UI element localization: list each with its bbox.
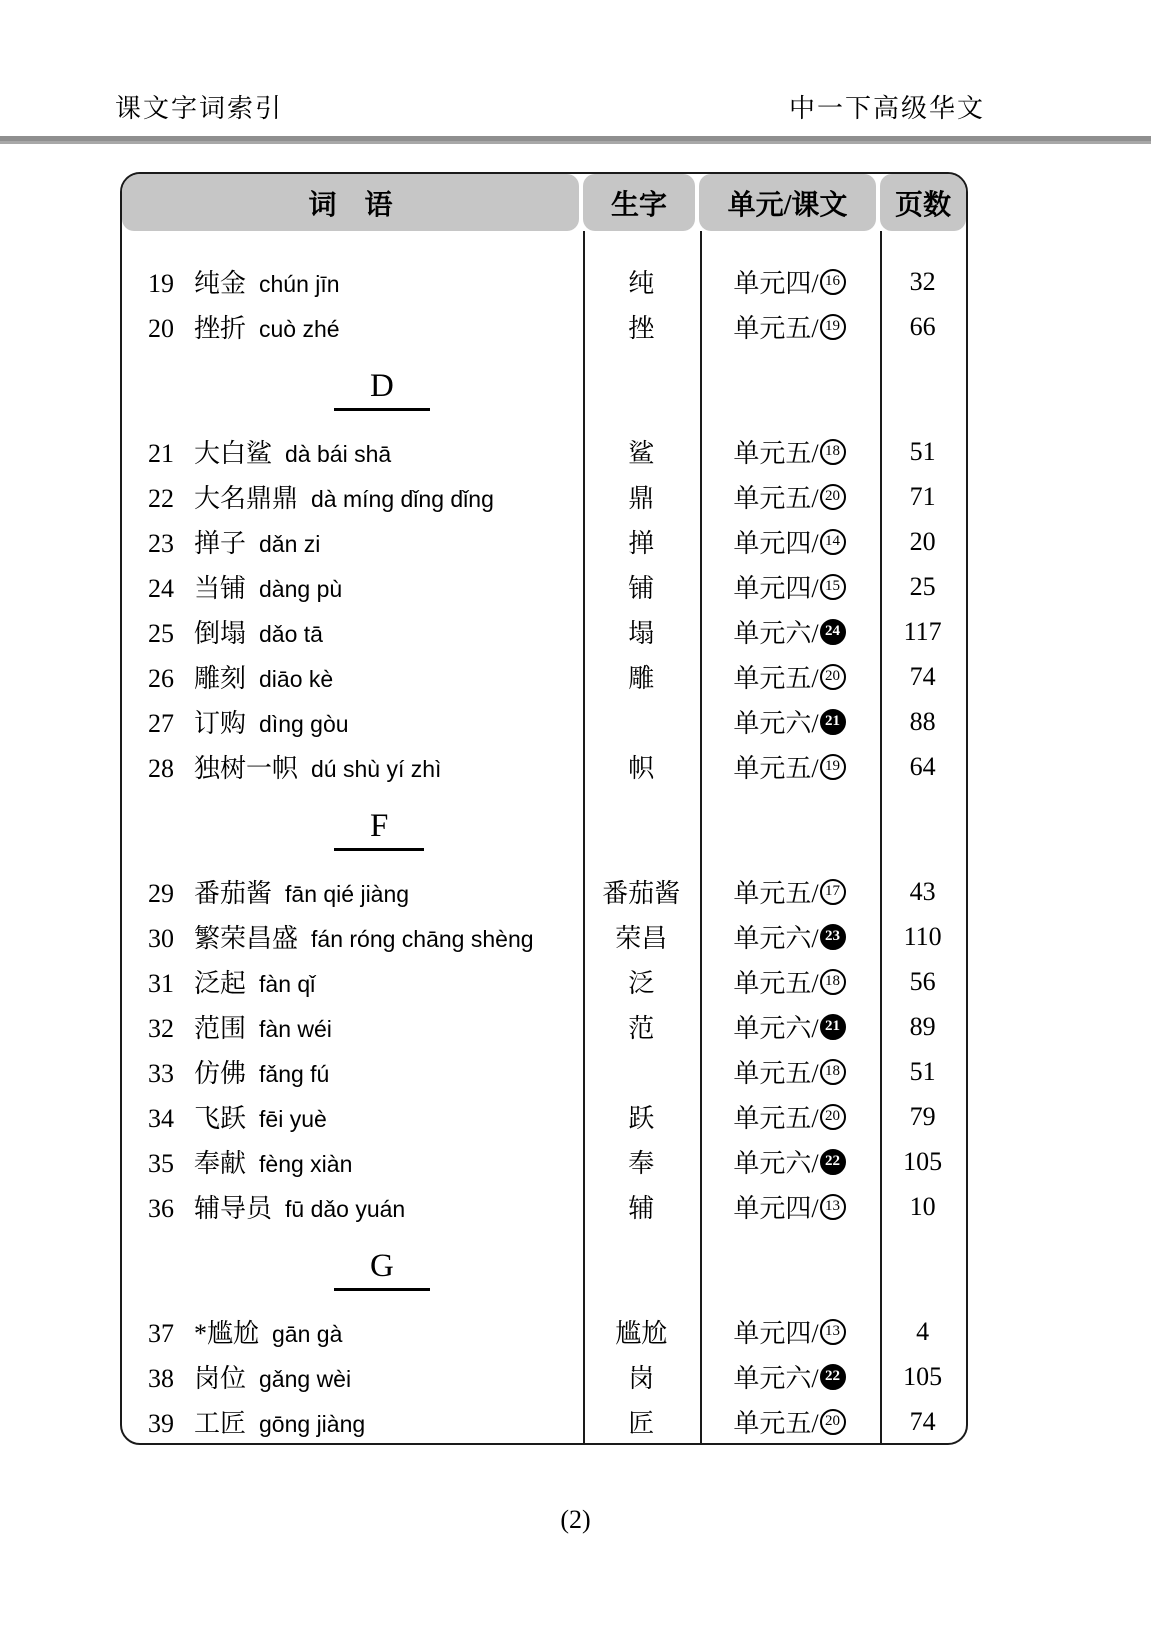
shengzi-cell: 匠 xyxy=(628,1409,655,1438)
lesson-number-badge: 18 xyxy=(820,1059,846,1085)
shengzi-cell: 掸 xyxy=(628,529,655,558)
table-row xyxy=(122,699,966,744)
unit-cell xyxy=(700,873,880,910)
table-row xyxy=(122,1139,966,1184)
word-text: 大白鲨 xyxy=(194,439,273,468)
unit-text: 单元六/ xyxy=(733,709,819,738)
page-cell: 88 xyxy=(909,706,936,736)
entry-number: 31 xyxy=(148,969,174,998)
table-row xyxy=(122,564,966,609)
column-separator xyxy=(880,231,882,1443)
word-text: 订购 xyxy=(194,709,247,738)
lesson-number-badge: 15 xyxy=(820,574,846,600)
lesson-number-badge: 21 xyxy=(820,709,846,735)
unit-cell xyxy=(700,1053,880,1090)
lesson-number-badge: 19 xyxy=(820,314,846,340)
word-cell xyxy=(122,1143,583,1180)
shengzi-cell: 塌 xyxy=(628,619,655,648)
unit-text: 单元六/ xyxy=(733,619,819,648)
page-cell: 51 xyxy=(909,1056,936,1086)
col-header-unit: 单元/课文 xyxy=(699,174,876,231)
lesson-number-badge: 18 xyxy=(820,439,846,465)
page-cell: 10 xyxy=(909,1191,936,1221)
shengzi-cell: 铺 xyxy=(628,574,655,603)
shengzi-cell: 岗 xyxy=(628,1364,655,1393)
lesson-number-badge: 17 xyxy=(820,879,846,905)
pinyin-text: fǎng fú xyxy=(259,1061,330,1087)
unit-text: 单元五/ xyxy=(733,664,819,693)
section-letter: F xyxy=(334,808,424,851)
unit-text: 单元五/ xyxy=(733,969,819,998)
pinyin-text: gān gà xyxy=(272,1321,343,1347)
section-row xyxy=(122,349,966,429)
word-cell xyxy=(122,918,583,955)
word-cell xyxy=(122,478,583,515)
unit-text: 单元六/ xyxy=(733,1364,819,1393)
page-cell: 56 xyxy=(909,966,936,996)
entry-number: 25 xyxy=(148,619,174,648)
table-row xyxy=(122,519,966,564)
word-text: 倒塌 xyxy=(194,619,247,648)
shengzi-cell: 辅 xyxy=(628,1194,655,1223)
pinyin-text: gōng jiàng xyxy=(259,1411,366,1437)
page-cell: 74 xyxy=(909,1406,936,1436)
unit-cell xyxy=(700,1188,880,1225)
word-cell xyxy=(122,1053,583,1090)
pinyin-text: dàng pù xyxy=(259,576,343,602)
section-letter: G xyxy=(334,1248,430,1291)
shengzi-cell: 跃 xyxy=(628,1104,655,1133)
shengzi-cell: 泛 xyxy=(628,969,655,998)
pinyin-text: fèng xiàn xyxy=(259,1151,353,1177)
header-title-right: 中一下高级华文 xyxy=(788,94,985,123)
entry-number: 20 xyxy=(148,314,174,343)
word-text: 纯金 xyxy=(194,269,247,298)
shengzi-cell: 范 xyxy=(628,1014,655,1043)
unit-cell xyxy=(700,263,880,300)
lesson-number-badge: 20 xyxy=(820,1104,846,1130)
shengzi-cell: 尴尬 xyxy=(615,1319,668,1348)
unit-cell xyxy=(700,308,880,345)
page-cell: 74 xyxy=(909,661,936,691)
col-header-word: 词 语 xyxy=(122,174,579,231)
word-cell xyxy=(122,613,583,650)
pinyin-text: dú shù yí zhì xyxy=(311,756,442,782)
unit-text: 单元六/ xyxy=(733,1149,819,1178)
vocabulary-index-table xyxy=(120,172,968,1445)
word-cell xyxy=(122,1358,583,1395)
unit-text: 单元五/ xyxy=(733,754,819,783)
word-text: 掸子 xyxy=(194,529,247,558)
shengzi-cell: 纯 xyxy=(628,269,655,298)
table-header-row xyxy=(122,174,966,231)
lesson-number-badge: 13 xyxy=(820,1319,846,1345)
entry-number: 35 xyxy=(148,1149,174,1178)
unit-cell xyxy=(700,1403,880,1440)
word-cell xyxy=(122,963,583,1000)
word-text: 当铺 xyxy=(194,574,247,603)
table-row xyxy=(122,259,966,304)
unit-cell xyxy=(700,1143,880,1180)
lesson-number-badge: 18 xyxy=(820,969,846,995)
pinyin-text: fēi yuè xyxy=(259,1106,327,1132)
col-header-shengzi: 生字 xyxy=(583,174,695,231)
page-cell: 64 xyxy=(909,751,936,781)
table-body xyxy=(122,231,966,1444)
lesson-number-badge: 22 xyxy=(820,1364,846,1390)
entry-number: 26 xyxy=(148,664,174,693)
pinyin-text: dìng gòu xyxy=(259,711,349,737)
pinyin-text: dà bái shā xyxy=(285,441,392,467)
page-cell: 4 xyxy=(916,1316,930,1346)
table-row xyxy=(122,1354,966,1399)
entry-number: 23 xyxy=(148,529,174,558)
word-cell xyxy=(122,1008,583,1045)
pinyin-text: dǎo tā xyxy=(259,621,323,647)
header-title-left: 课文字词索引 xyxy=(115,94,284,123)
entry-number: 38 xyxy=(148,1364,174,1393)
unit-text: 单元四/ xyxy=(733,574,819,603)
shengzi-cell: 帜 xyxy=(628,754,655,783)
entry-number: 21 xyxy=(148,439,174,468)
table-row xyxy=(122,1004,966,1049)
word-cell xyxy=(122,658,583,695)
unit-cell xyxy=(700,963,880,1000)
word-cell xyxy=(122,263,583,300)
entry-number: 29 xyxy=(148,879,174,908)
unit-cell xyxy=(700,1358,880,1395)
section-row xyxy=(122,789,966,869)
word-cell xyxy=(122,1403,583,1440)
word-cell xyxy=(122,1313,583,1350)
table-row xyxy=(122,914,966,959)
word-text: 工匠 xyxy=(194,1409,247,1438)
pinyin-text: fū dǎo yuán xyxy=(285,1196,406,1222)
word-text: 飞跃 xyxy=(194,1104,247,1133)
page-cell: 105 xyxy=(903,1146,943,1176)
pinyin-text: gǎng wèi xyxy=(259,1366,352,1392)
shengzi-cell: 鼎 xyxy=(628,484,655,513)
shengzi-cell: 奉 xyxy=(628,1149,655,1178)
unit-text: 单元五/ xyxy=(733,1409,819,1438)
unit-text: 单元五/ xyxy=(733,439,819,468)
unit-cell xyxy=(700,433,880,470)
word-cell xyxy=(122,433,583,470)
pinyin-text: fán róng chāng shèng xyxy=(311,926,534,952)
page-cell: 43 xyxy=(909,876,936,906)
unit-text: 单元四/ xyxy=(733,269,819,298)
pinyin-text: dǎn zi xyxy=(259,531,321,557)
unit-cell xyxy=(700,918,880,955)
unit-text: 单元四/ xyxy=(733,529,819,558)
table-row xyxy=(122,1049,966,1094)
word-text: 繁荣昌盛 xyxy=(194,924,299,953)
pinyin-text: dà míng dǐng dǐng xyxy=(311,486,494,512)
pinyin-text: fàn qǐ xyxy=(259,971,316,997)
unit-cell xyxy=(700,703,880,740)
unit-cell xyxy=(700,523,880,560)
lesson-number-badge: 13 xyxy=(820,1194,846,1220)
page-header xyxy=(115,88,985,125)
table-row xyxy=(122,609,966,654)
page-cell: 66 xyxy=(909,311,936,341)
shengzi-cell: 雕 xyxy=(628,664,655,693)
unit-text: 单元五/ xyxy=(733,484,819,513)
table-row xyxy=(122,959,966,1004)
pinyin-text: fàn wéi xyxy=(259,1016,332,1042)
unit-text: 单元六/ xyxy=(733,1014,819,1043)
page-cell: 20 xyxy=(909,526,936,556)
entry-number: 33 xyxy=(148,1059,174,1088)
pinyin-text: fān qié jiàng xyxy=(285,881,410,907)
lesson-number-badge: 14 xyxy=(820,529,846,555)
lesson-number-badge: 16 xyxy=(820,269,846,295)
table-row xyxy=(122,304,966,349)
word-text: 岗位 xyxy=(194,1364,247,1393)
word-cell xyxy=(122,1188,583,1225)
word-text: 独树一帜 xyxy=(194,754,299,783)
page-cell: 117 xyxy=(903,616,942,646)
unit-cell xyxy=(700,1008,880,1045)
lesson-number-badge: 20 xyxy=(820,664,846,690)
lesson-number-badge: 20 xyxy=(820,484,846,510)
word-cell xyxy=(122,568,583,605)
unit-text: 单元四/ xyxy=(733,1319,819,1348)
entry-number: 32 xyxy=(148,1014,174,1043)
unit-cell xyxy=(700,748,880,785)
shengzi-cell: 挫 xyxy=(628,314,655,343)
pinyin-text: chún jīn xyxy=(259,271,340,297)
table-row xyxy=(122,1309,966,1354)
entry-number: 34 xyxy=(148,1104,174,1133)
word-cell xyxy=(122,308,583,345)
lesson-number-badge: 20 xyxy=(820,1409,846,1435)
page-cell: 71 xyxy=(909,481,936,511)
pinyin-text: cuò zhé xyxy=(259,316,340,342)
column-separator xyxy=(583,231,585,1443)
section-letter: D xyxy=(334,368,430,411)
word-text: *尴尬 xyxy=(194,1319,260,1348)
lesson-number-badge: 21 xyxy=(820,1014,846,1040)
table-row xyxy=(122,654,966,699)
unit-cell xyxy=(700,568,880,605)
unit-cell xyxy=(700,1098,880,1135)
lesson-number-badge: 24 xyxy=(820,619,846,645)
page-cell: 105 xyxy=(903,1361,943,1391)
page-cell: 51 xyxy=(909,436,936,466)
word-text: 泛起 xyxy=(194,969,247,998)
page-number: (2) xyxy=(560,1505,591,1534)
column-separator xyxy=(700,231,702,1443)
unit-text: 单元五/ xyxy=(733,1059,819,1088)
table-row xyxy=(122,1399,966,1444)
word-text: 辅导员 xyxy=(194,1194,273,1223)
table-row xyxy=(122,429,966,474)
pinyin-text: diāo kè xyxy=(259,666,334,692)
unit-cell xyxy=(700,1313,880,1350)
unit-text: 单元五/ xyxy=(733,1104,819,1133)
table-row xyxy=(122,474,966,519)
word-text: 仿佛 xyxy=(194,1059,247,1088)
unit-text: 单元六/ xyxy=(733,924,819,953)
word-text: 挫折 xyxy=(194,314,247,343)
table-row xyxy=(122,744,966,789)
word-text: 雕刻 xyxy=(194,664,247,693)
table-row xyxy=(122,1094,966,1139)
lesson-number-badge: 19 xyxy=(820,754,846,780)
header-divider-rule xyxy=(0,136,1151,144)
unit-text: 单元五/ xyxy=(733,879,819,908)
word-cell xyxy=(122,1098,583,1135)
entry-number: 27 xyxy=(148,709,174,738)
entry-number: 24 xyxy=(148,574,174,603)
unit-cell xyxy=(700,613,880,650)
entry-number: 39 xyxy=(148,1409,174,1438)
entry-number: 28 xyxy=(148,754,174,783)
page-cell: 25 xyxy=(909,571,936,601)
page-cell: 32 xyxy=(909,266,936,296)
col-header-page: 页数 xyxy=(880,174,966,231)
entry-number: 22 xyxy=(148,484,174,513)
word-cell xyxy=(122,873,583,910)
page-cell: 89 xyxy=(909,1011,936,1041)
word-cell xyxy=(122,523,583,560)
entry-number: 30 xyxy=(148,924,174,953)
entry-number: 37 xyxy=(148,1319,174,1348)
shengzi-cell: 荣昌 xyxy=(615,924,668,953)
page-cell: 110 xyxy=(903,921,942,951)
lesson-number-badge: 23 xyxy=(820,924,846,950)
shengzi-cell: 番茄酱 xyxy=(602,879,681,908)
section-row xyxy=(122,1229,966,1309)
word-text: 大名鼎鼎 xyxy=(194,484,299,513)
word-cell xyxy=(122,703,583,740)
lesson-number-badge: 22 xyxy=(820,1149,846,1175)
entry-number: 19 xyxy=(148,269,174,298)
word-text: 奉献 xyxy=(194,1149,247,1178)
page-cell: 79 xyxy=(909,1101,936,1131)
unit-text: 单元四/ xyxy=(733,1194,819,1223)
word-cell xyxy=(122,748,583,785)
shengzi-cell: 鲨 xyxy=(628,439,655,468)
unit-cell xyxy=(700,658,880,695)
word-text: 范围 xyxy=(194,1014,247,1043)
table-row xyxy=(122,1184,966,1229)
unit-cell xyxy=(700,478,880,515)
unit-text: 单元五/ xyxy=(733,314,819,343)
word-text: 番茄酱 xyxy=(194,879,273,908)
table-row xyxy=(122,869,966,914)
entry-number: 36 xyxy=(148,1194,174,1223)
